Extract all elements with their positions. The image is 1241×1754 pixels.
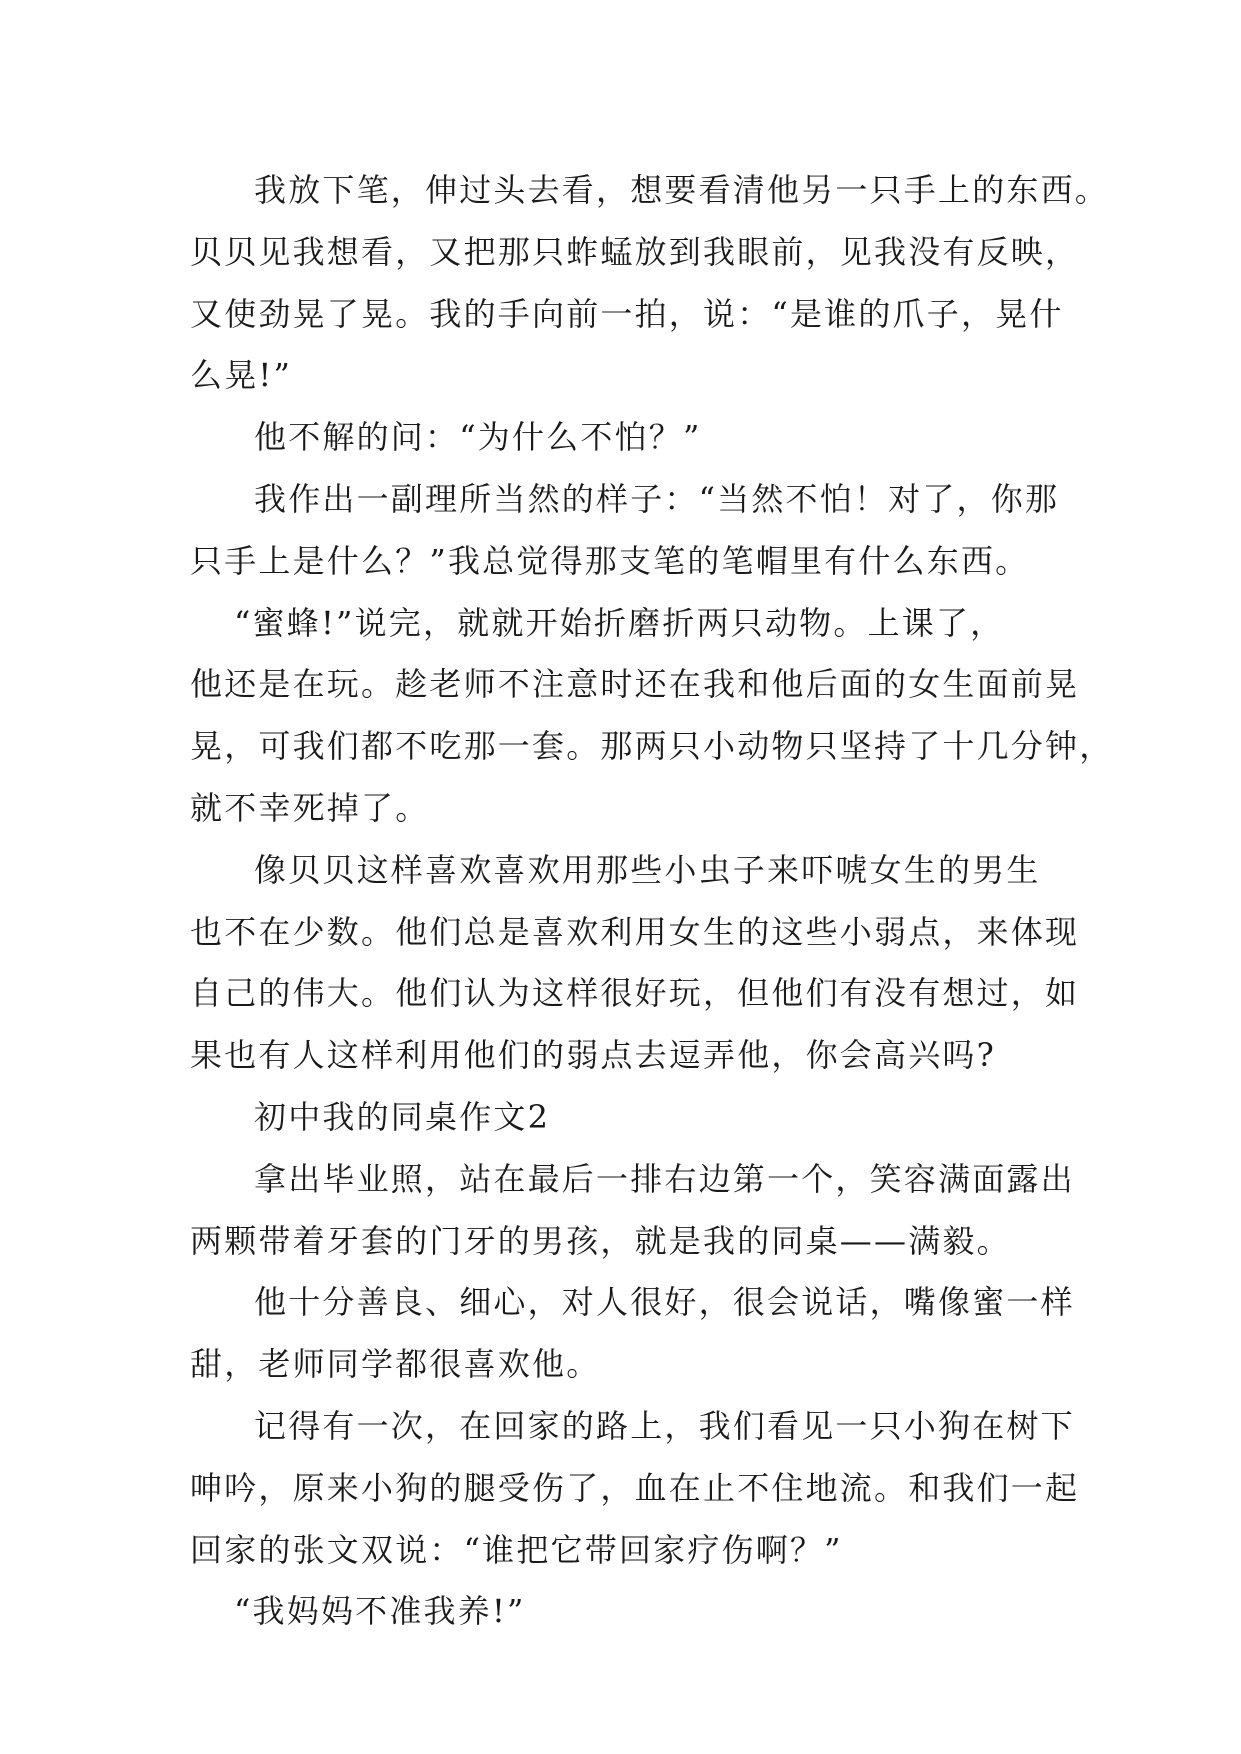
paragraph-line: 两颗带着牙套的门牙的男孩，就是我的同桌——满毅。 (190, 1221, 1011, 1260)
paragraph-line: 我放下笔，伸过头去看，想要看清他另一只手上的东西。 (254, 171, 1110, 209)
paragraph-line: 回家的张文双说：“谁把它带回家疗伤啊？” (190, 1530, 843, 1569)
paragraph-line: 我作出一副理所当然的样子：“当然不怕！对了，你那 (254, 479, 1060, 518)
paragraph-line: “我妈妈不准我养!” (234, 1592, 526, 1631)
paragraph-line: 记得有一次，在回家的路上，我们看见一只小狗在树下 (254, 1406, 1075, 1445)
paragraph-line: 也不在少数。他们总是喜欢利用女生的这些小弱点，来体现 (190, 912, 1080, 951)
paragraph-line: 贝贝见我想看，又把那只蚱蜢放到我眼前，见我没有反映， (190, 232, 1080, 271)
paragraph-line: 么晃!” (190, 356, 293, 395)
paragraph-line: 他不解的问：“为什么不怕？” (254, 418, 702, 457)
paragraph-line: 呻吟，原来小狗的腿受伤了，血在止不住地流。和我们一起 (190, 1468, 1080, 1507)
paragraph-line: “蜜蜂!”说完，就就开始折磨折两只动物。上课了， (234, 603, 1005, 642)
paragraph-line: 甜，老师同学都很喜欢他。 (190, 1345, 601, 1384)
paragraph-line: 果也有人这样利用他们的弱点去逗弄他，你会高兴吗? (190, 1036, 996, 1075)
paragraph-line: 只手上是什么？”我总觉得那支笔的笔帽里有什么东西。 (190, 541, 1030, 580)
section-heading: 初中我的同桌作文2 (254, 1097, 551, 1136)
paragraph-line: 他十分善良、细心，对人很好，很会说话，嘴像蜜一样 (254, 1283, 1075, 1322)
paragraph-line: 拿出毕业照，站在最后一排右边第一个，笑容满面露出 (254, 1159, 1075, 1198)
paragraph-line: 他还是在玩。趁老师不注意时还在我和他后面的女生面前晃 (190, 665, 1080, 704)
document-body (190, 160, 1114, 1643)
paragraph-line: 自己的伟大。他们认为这样很好玩，但他们有没有想过，如 (190, 974, 1080, 1013)
paragraph-line: 像贝贝这样喜欢喜欢用那些小虫子来吓唬女生的男生 (254, 850, 1041, 889)
paragraph-line: 晃，可我们都不吃那一套。那两只小动物只坚持了十几分钟， (190, 727, 1114, 766)
paragraph-line: 又使劲晃了晃。我的手向前一拍，说：“是谁的爪子，晃什 (190, 294, 1064, 333)
paragraph-line: 就不幸死掉了。 (190, 788, 430, 827)
